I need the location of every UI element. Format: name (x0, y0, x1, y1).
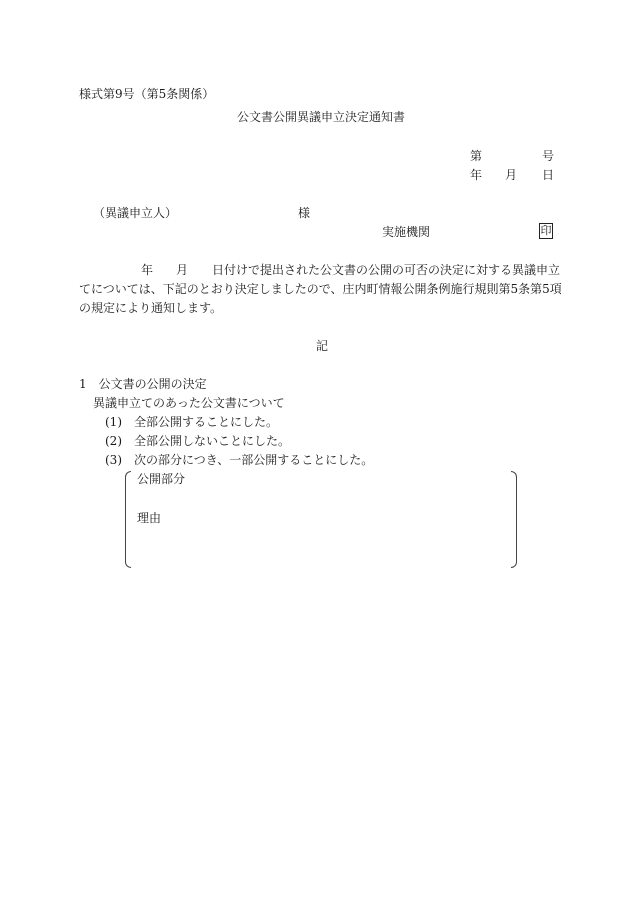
section-1-intro: 異議申立てのあった公文書について (93, 396, 285, 410)
seal-stamp: 印 (540, 224, 552, 237)
bracket-left (125, 471, 131, 568)
addressee-label: （異議申立人） (93, 206, 178, 220)
reference-go: 号 (542, 149, 555, 163)
body-line-3: の規定により通知します。 (79, 301, 223, 315)
body-year: 年 (141, 263, 154, 277)
date-month: 月 (505, 168, 518, 182)
option-2-number: (2) (105, 434, 122, 448)
document-title: 公文書公開異議申立決定通知書 (237, 110, 406, 124)
reference-dai: 第 (470, 149, 483, 163)
body-line-2: てについては、下記のとおり決定しましたので、庄内町情報公開条例施行規則第5条第5項 (79, 282, 562, 296)
body-line-1: 日付けで提出された公文書の公開の可否の決定に対する異議申立 (212, 263, 561, 277)
option-1-number: (1) (105, 415, 122, 429)
reason-label: 理由 (137, 511, 162, 525)
disclosed-part-label: 公開部分 (137, 472, 186, 486)
date-day: 日 (542, 168, 555, 182)
section-1-heading: 1 公文書の公開の決定 (79, 377, 207, 391)
agency-label: 実施機関 (382, 225, 431, 239)
option-2-text: 全部公開しないことにした。 (134, 434, 291, 448)
bracket-right (511, 471, 517, 568)
option-1-text: 全部公開することにした。 (134, 415, 279, 429)
date-year: 年 (470, 168, 483, 182)
form-number: 様式第9号（第5条関係） (79, 87, 215, 101)
body-month: 月 (176, 263, 189, 277)
option-3-text: 次の部分につき、一部公開することにした。 (134, 453, 374, 467)
option-3-number: (3) (105, 453, 122, 467)
addressee-sama: 様 (298, 206, 311, 220)
ki-heading: 記 (316, 339, 329, 353)
